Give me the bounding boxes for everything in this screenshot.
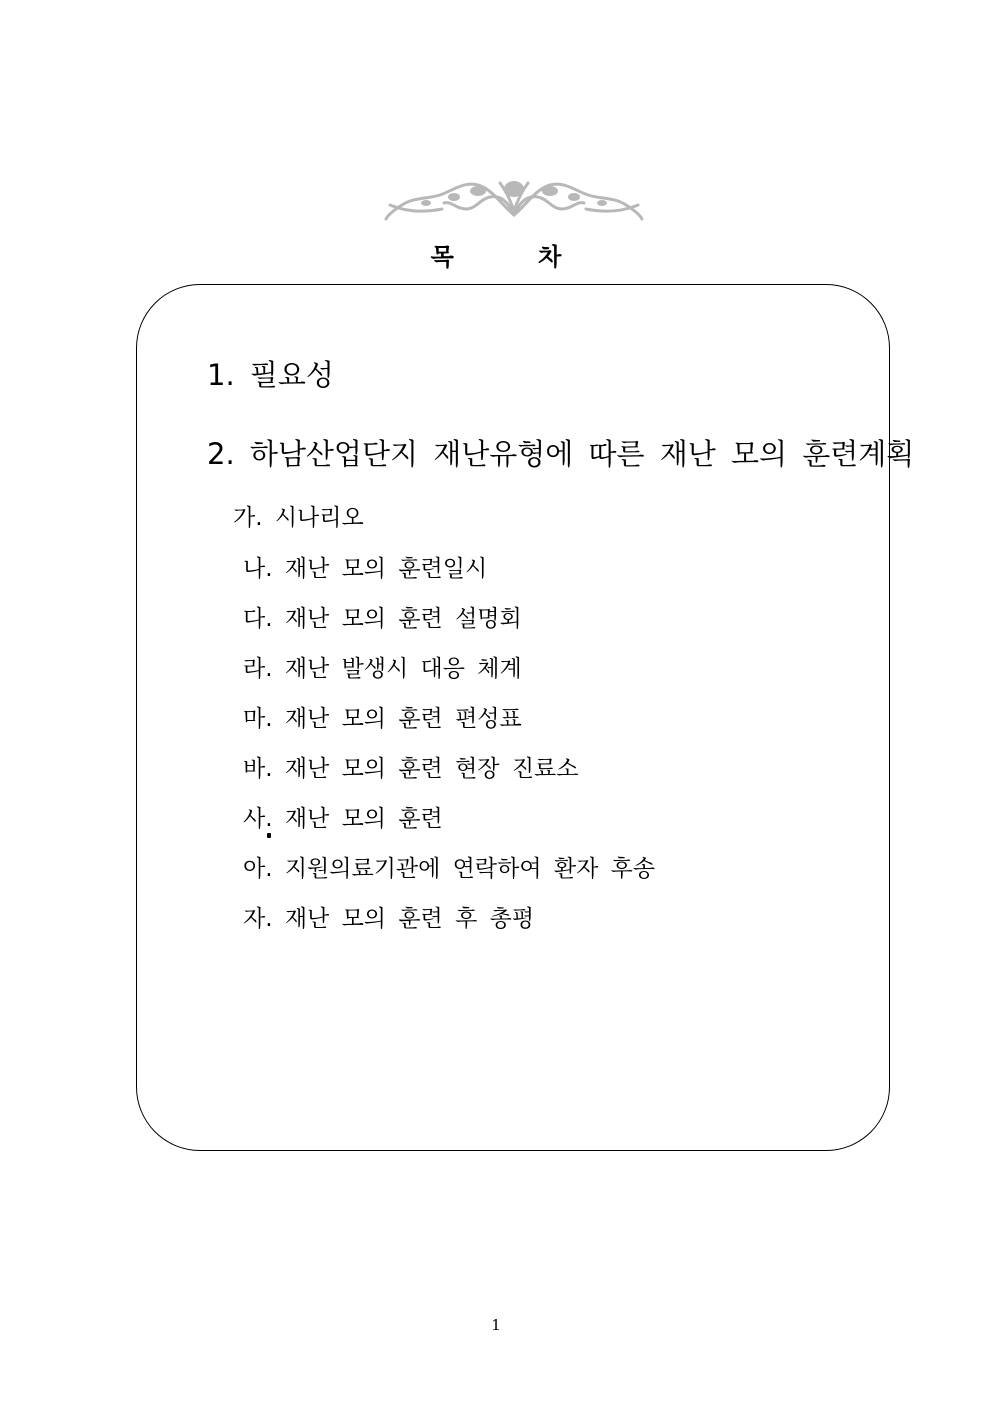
toc-item-drill: 사. 재난 모의 훈련 — [243, 806, 443, 832]
toc-title: 목 차 — [430, 243, 600, 271]
toc-item-patient-transfer: 아. 지원의료기관에 연락하여 환자 후송 — [243, 856, 656, 882]
toc-item-scenario: 가. 시나리오 — [233, 505, 364, 531]
toc-heading-disaster-plan: 2. 하남산업단지 재난유형에 따른 재난 모의 훈련계획 — [207, 437, 915, 471]
toc-item-review: 자. 재난 모의 훈련 후 총평 — [243, 906, 535, 932]
decorative-ornament-icon — [382, 175, 646, 225]
page-number: 1 — [491, 1316, 501, 1334]
toc-item-organization-chart: 마. 재난 모의 훈련 편성표 — [243, 706, 522, 732]
toc-heading-necessity: 1. 필요성 — [207, 358, 334, 392]
toc-item-briefing-session: 다. 재난 모의 훈련 설명회 — [243, 606, 522, 632]
toc-item-field-clinic: 바. 재난 모의 훈련 현장 진료소 — [243, 756, 579, 782]
toc-item-response-system: 라. 재난 발생시 대응 체계 — [243, 656, 522, 682]
toc-item-training-schedule: 나. 재난 모의 훈련일시 — [243, 556, 488, 582]
stray-mark — [267, 833, 271, 838]
